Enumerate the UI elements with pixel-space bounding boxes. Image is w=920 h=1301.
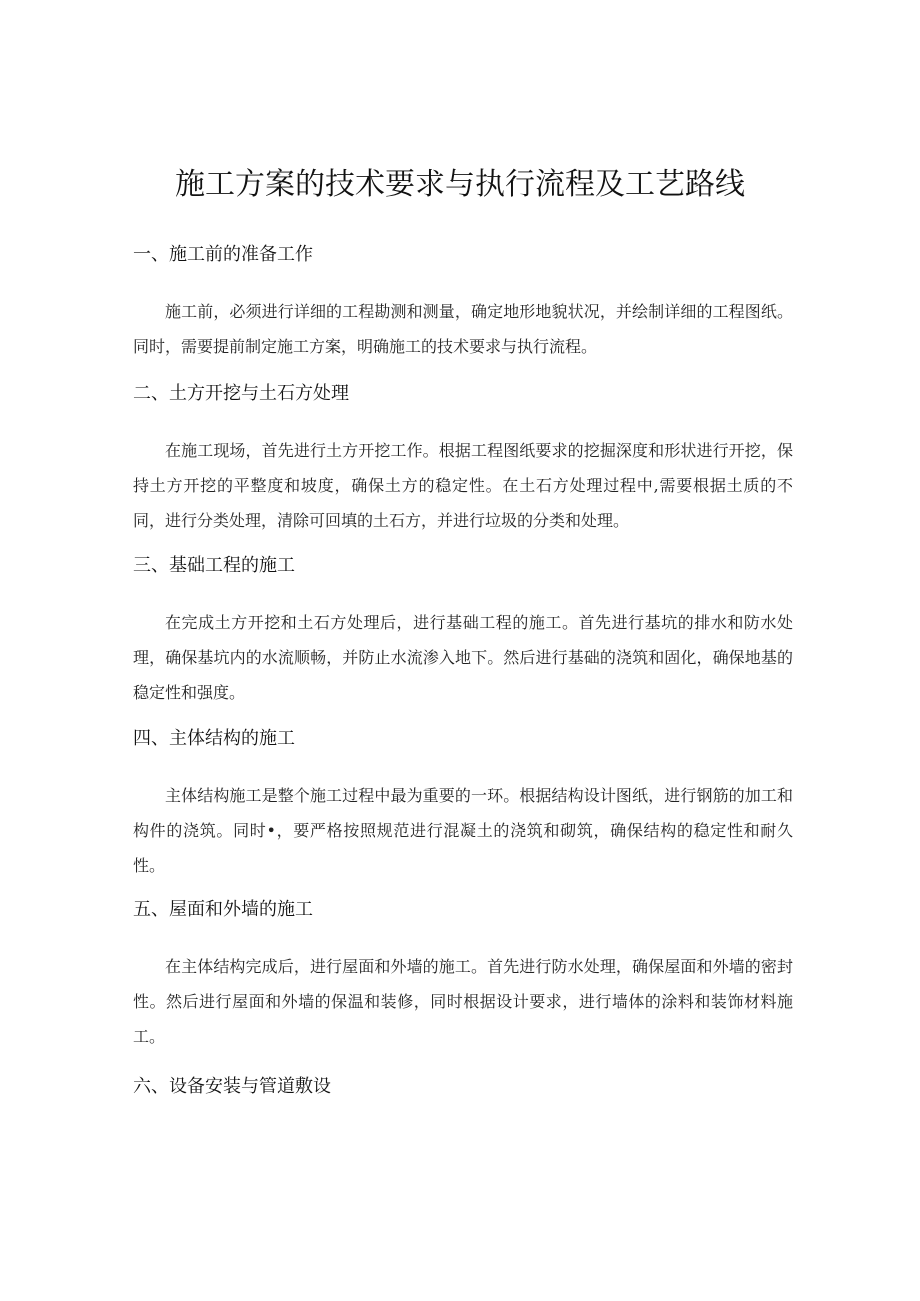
section-paragraph: 在完成土方开挖和土石方处理后，进行基础工程的施工。首先进行基坑的排水和防水处理，确保基坑内的水流顺畅，并防止水流渗入地下。然后进行基础的浇筑和固化，确保地基的稳定性和强度。 xyxy=(133,613,793,702)
section-paragraph: 在主体结构完成后，进行屋面和外墙的施工。首先进行防水处理，确保屋面和外墙的密封性。然后进行屋面和外墙的保温和装修，同时根据设计要求，进行墙体的涂料和装饰材料施工。 xyxy=(133,957,793,1046)
section-equipment-piping xyxy=(133,1074,793,1100)
section-preparation xyxy=(133,242,793,364)
section-heading: 二、土方开挖与土石方处理 xyxy=(133,383,349,404)
section-heading: 四、主体结构的施工 xyxy=(133,728,295,749)
section-heading: 五、屋面和外墙的施工 xyxy=(133,899,313,920)
section-foundation xyxy=(133,553,793,710)
section-paragraph: 施工前，必须进行详细的工程勘测和测量，确定地形地貌状况，并绘制详细的工程图纸。同时，需要提前制定施工方案，明确施工的技术要求与执行流程。 xyxy=(133,302,793,356)
section-roof-walls xyxy=(133,897,793,1054)
section-heading: 一、施工前的准备工作 xyxy=(133,244,313,265)
section-heading: 三、基础工程的施工 xyxy=(133,555,295,576)
section-heading: 六、设备安装与管道敷设 xyxy=(133,1076,331,1097)
section-main-structure xyxy=(133,726,793,883)
section-earthwork xyxy=(133,381,793,538)
section-paragraph: 主体结构施工是整个施工过程中最为重要的一环。根据结构设计图纸，进行钢筋的加工和构件的浇筑。同时•，要严格按照规范进行混凝土的浇筑和砌筑，确保结构的稳定性和耐久性。 xyxy=(133,786,793,875)
section-paragraph: 在施工现场，首先进行土方开挖工作。根据工程图纸要求的挖掘深度和形状进行开挖，保持土方开挖的平整度和坡度，确保土方的稳定性。在土石方处理过程中,需要根据土质的不同，进行分类处理，清除可回填的土石方，并进行垃圾的分类和处理。 xyxy=(133,441,793,530)
document-title: 施工方案的技术要求与执行流程及工艺路线 xyxy=(175,167,745,202)
